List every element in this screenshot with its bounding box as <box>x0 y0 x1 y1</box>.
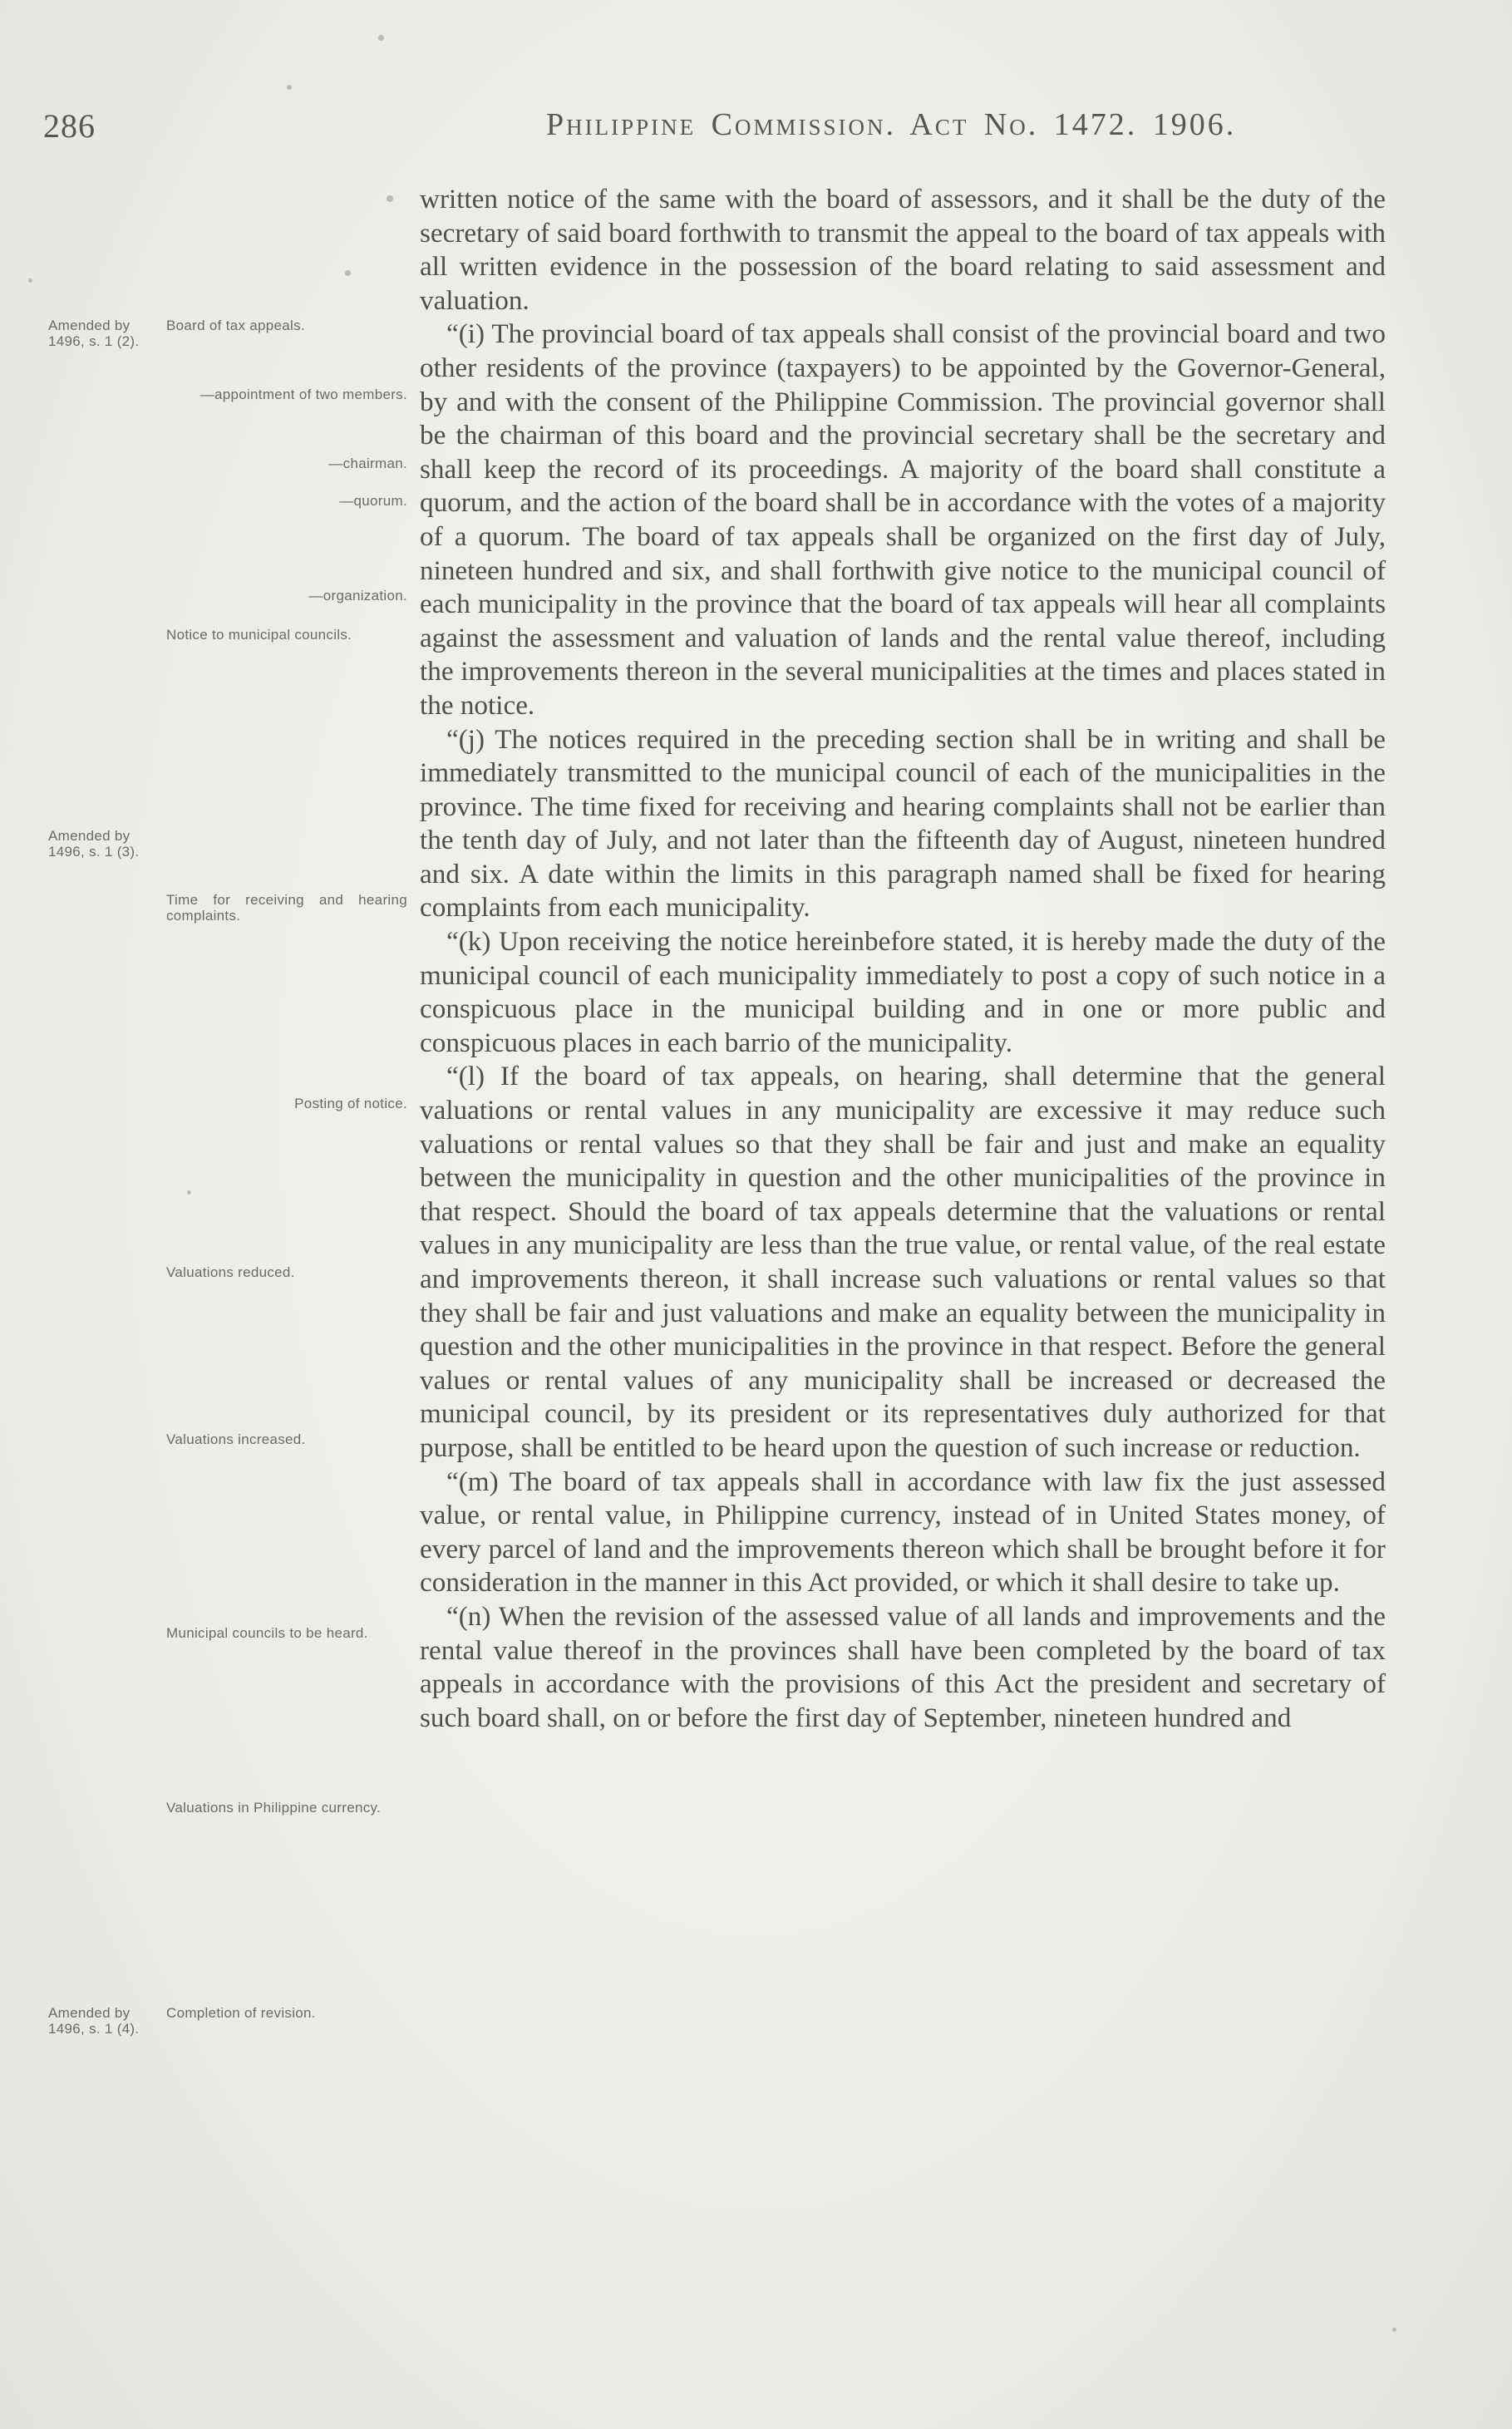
margin-note-valuations-reduced: Valuations reduced. <box>166 1264 295 1280</box>
margin-note-amended-2: Amended by 1496, s. 1 (2). <box>48 318 140 349</box>
margin-note-amended-3: Amended by 1496, s. 1 (3). <box>48 828 140 860</box>
margin-note-posting-of-notice: Posting of notice. <box>294 1096 407 1111</box>
margin-note-amended-4: Amended by 1496, s. 1 (4). <box>48 2005 140 2037</box>
margin-note-appointment: —appointment of two members. <box>199 387 407 402</box>
margin-note-board-of-tax-appeals: Board of tax appeals. <box>166 318 305 333</box>
page-header <box>43 106 1273 156</box>
scan-speck <box>345 270 351 276</box>
paragraph-n: “(n) When the revision of the assessed value of all lands and improvements and the rental value thereof in the provinces shall have been completed by the board of tax appeals in accordance with the provisions of this Act the president and secretary of such board shall, on or before the first day of September, nineteen hundred and <box>420 1600 1386 1733</box>
margin-note-notice-to-councils: Notice to municipal councils. <box>166 627 352 643</box>
margin-note-councils-heard: Municipal councils to be heard. <box>166 1625 368 1641</box>
scan-speck <box>28 278 32 283</box>
paragraph-continuation: written notice of the same with the board of assessors, and it shall be the duty of the secretary of said board forthwith to transmit the appeal to the board of tax appeals with all written evidence in the possession of the board relating to said assessment and valuation. <box>420 184 1386 316</box>
body-text <box>420 183 1386 1735</box>
paragraph-j: “(j) The notices required in the preceding section shall be in writing and shall be immediately transmitted to the municipal council of each of the municipalities in the province. The time fixed for receiving and hearing complaints shall not be earlier than the tenth day of July, and not later than the fifteenth day of August, nineteen hundred and six. A date within the limits in this paragraph named shall be fixed for hearing complaints from each municipality. <box>420 723 1386 924</box>
paragraph-m: “(m) The board of tax appeals shall in accordance with law fix the just assessed value, or rental value, in Philippine currency, instead of in United States money, of every parcel of land and the improvements thereon which shall be brought before it for consideration in the manner in this Act provided, or which it shall desire to take up. <box>420 1466 1386 1599</box>
page-number: 286 <box>43 107 96 145</box>
paragraph-l: “(l) If the board of tax appeals, on hearing, shall determine that the general valuations or rental values in any municipality are excessive it may reduce such valuations or rental values so that they shall be fair and just and make an equality between the municipality in question and the other municipalities of the province in that respect. Should the board of tax appeals determine that the valuations or rental values in any municipality are less than the true value, or rental value, of the real estate and improvements thereon, it shall increase such valuations or rental values so that they shall be fair and just valuations and make an equality between the municipality in question and the other municipalities in the province in that respect. Before the general values or rental values of any municipality shall be increased or decreased the municipal council, by its president or its representatives duly authorized for that purpose, shall be entitled to be heard upon the question of such increase or reduction. <box>420 1061 1386 1463</box>
scan-speck <box>187 1190 191 1195</box>
margin-note-time-for-receiving: Time for receiving and hearing complaints. <box>166 892 407 924</box>
paragraph-k: “(k) Upon receiving the notice hereinbefore stated, it is hereby made the duty of the municipal council of each municipality immediately to post a copy of such notice in a conspicuous place in the municipal building and in one or more public and conspicuous places in each barrio of the municipality. <box>420 926 1386 1058</box>
scan-speck <box>1392 2328 1396 2332</box>
running-title: Philippine Commission. Act No. 1472. 1906. <box>546 107 1237 142</box>
margin-note-valuations-increased: Valuations increased. <box>166 1431 306 1447</box>
margin-note-chairman: —chairman. <box>328 456 407 471</box>
scan-speck <box>287 85 292 90</box>
paragraph-i: “(i) The provincial board of tax appeals shall consist of the provincial board and two other residents of the province (taxpayers) to be appointed by the Governor-General, by and with the consent of the Philippine Commission. The provincial governor shall be the chairman of this board and the provincial secretary shall be the secretary and shall keep the record of its proceedings. A majority of the board shall constitute a quorum, and the action of the board shall be in accordance with the votes of a majority of a quorum. The board of tax appeals shall be organized on the first day of July, nineteen hundred and six, and shall forthwith give notice to the municipal council of each municipality in the province that the board of tax appeals will hear all complaints against the assessment and valuation of lands and the rental value thereof, including the improvements thereon in the several municipalities at the times and places stated in the notice. <box>420 318 1386 721</box>
scan-speck <box>387 195 393 202</box>
margin-note-completion-of-revision: Completion of revision. <box>166 2005 316 2021</box>
scan-speck <box>378 35 384 41</box>
margin-note-valuations-currency: Valuations in Philippine currency. <box>166 1800 382 1816</box>
margin-note-quorum: —quorum. <box>339 493 407 509</box>
margin-note-organization: —organization. <box>308 588 407 604</box>
